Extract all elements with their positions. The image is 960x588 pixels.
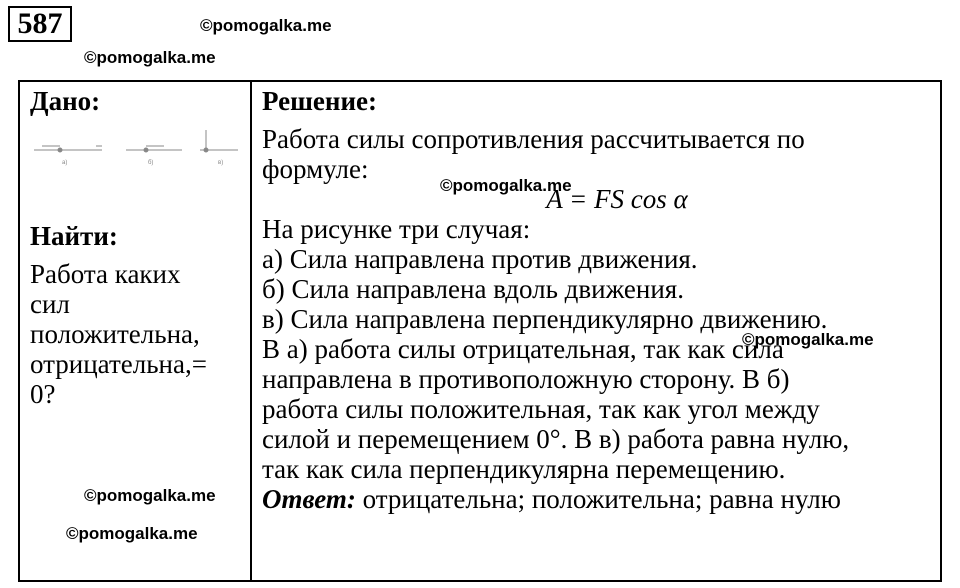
watermark: ©pomogalka.me [84,48,216,67]
find-line: сил [30,289,70,319]
figure-b [126,146,182,152]
figure-c [200,130,238,152]
solution-line: Работа силы сопротивления рассчитывается по [262,124,805,154]
given-column [30,86,242,409]
find-line: отрицательна,= [30,349,207,379]
find-line: 0? [30,379,56,409]
find-line: Работа каких [30,259,181,289]
find-text [30,259,242,409]
answer-line [262,484,932,514]
problem-number: 587 [8,6,72,42]
solution-heading: Решение: [262,86,377,116]
solution-line: а) Сила направлена против движения. [262,244,698,274]
solution-line: так как сила перпендикулярна перемещению. [262,454,786,484]
watermark: ©pomogalka.me [440,176,572,195]
given-heading: Дано: [30,86,101,116]
figure-a [34,146,102,152]
solution-line: б) Сила направлена вдоль движения. [262,274,684,304]
watermark: ©pomogalka.me [200,16,332,35]
figure-label-c: в) [218,160,224,166]
solution-line: формуле: [262,154,369,184]
work-formula: A = FS cos α [546,184,688,214]
watermark: ©pomogalka.me [84,486,216,505]
solution-text [262,124,932,514]
answer-text: отрицательна; положительна; равна нулю [355,484,841,514]
solution-column [262,86,932,514]
find-heading: Найти: [30,221,118,251]
solution-line: силой и перемещением 0°. В в) работа равна нулю, [262,424,850,454]
solution-line: На рисунке три случая: [262,214,531,244]
solution-line: работа силы положительная, так как угол между [262,394,820,424]
solution-line: В а) работа силы отрицательная, так как сила [262,334,784,364]
answer-label: Ответ: [262,484,356,514]
figure-label-a: а) [62,160,68,166]
solution-line: в) Сила направлена перпендикулярно движению. [262,304,828,334]
force-diagrams [30,126,242,170]
find-line: положительна, [30,319,200,349]
column-divider [250,82,252,580]
figure-label-b: б) [148,160,154,166]
watermark: ©pomogalka.me [66,524,198,543]
watermark: ©pomogalka.me [742,330,874,349]
solution-line: направлена в противоположную сторону. В б) [262,364,790,394]
